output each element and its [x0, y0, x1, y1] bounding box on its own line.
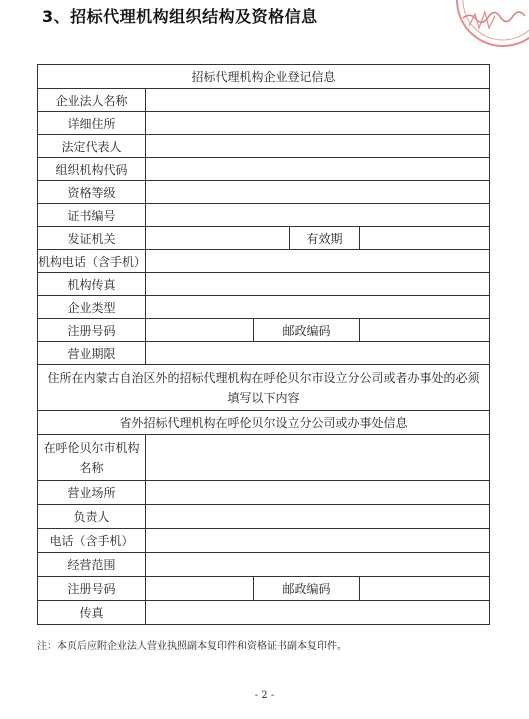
label-company-type: 企业类型 [38, 296, 146, 319]
label-branch-postal: 邮政编码 [254, 577, 360, 601]
field-phone[interactable] [146, 250, 490, 273]
label-phone: 机构电话（含手机） [38, 250, 146, 273]
field-address[interactable] [146, 112, 490, 135]
page-number: - 2 - [254, 690, 275, 701]
field-branch-name[interactable] [146, 435, 490, 481]
label-branch-phone: 电话（含手机） [38, 529, 146, 553]
field-qualification[interactable] [146, 181, 490, 204]
label-postal: 邮政编码 [254, 319, 360, 342]
label-branch-name [38, 435, 146, 481]
field-company-type[interactable] [146, 296, 490, 319]
label-qualification: 资格等级 [38, 181, 146, 204]
label-valid-period: 有效期 [290, 227, 360, 250]
label-legal-name: 企业法人名称 [38, 89, 146, 112]
label-reg-no: 注册号码 [38, 319, 146, 342]
footnote: 注：本页后应附企业法人营业执照副本复印件和资格证书副本复印件。 [37, 641, 347, 652]
field-cert-no[interactable] [146, 204, 490, 227]
field-branch-phone[interactable] [146, 529, 490, 553]
label-scope: 经营范围 [38, 553, 146, 577]
label-manager: 负责人 [38, 505, 146, 529]
field-reg-no[interactable] [146, 319, 254, 342]
field-issuer[interactable] [146, 227, 290, 250]
field-legal-rep[interactable] [146, 135, 490, 158]
label-branch-name-line2: 名称 [79, 460, 104, 475]
branch-notice-line1: 住所在内蒙古自治区外的招标代理机构在呼伦贝尔市设立分公司或者办事处的必须 [47, 370, 480, 385]
field-valid-period[interactable] [360, 227, 490, 250]
label-premises: 营业场所 [38, 481, 146, 505]
official-seal-stamp [449, 0, 529, 50]
label-business-term: 营业期限 [38, 342, 146, 365]
field-scope[interactable] [146, 553, 490, 577]
label-issuer: 发证机关 [38, 227, 146, 250]
label-branch-name-line1: 在呼伦贝尔市机构 [43, 440, 140, 455]
field-branch-fax[interactable] [146, 601, 490, 625]
label-org-code: 组织机构代码 [38, 158, 146, 181]
field-org-code[interactable] [146, 158, 490, 181]
field-branch-reg-no[interactable] [146, 577, 254, 601]
label-branch-fax: 传真 [38, 601, 146, 625]
label-fax: 机构传真 [38, 273, 146, 296]
branch-notice-line2: 填写以下内容 [227, 390, 300, 405]
label-address: 详细住所 [38, 112, 146, 135]
section1-title: 招标代理机构企业登记信息 [38, 65, 490, 89]
section2-title: 省外招标代理机构在呼伦贝尔设立分公司或办事处信息 [38, 411, 490, 435]
label-legal-rep: 法定代表人 [38, 135, 146, 158]
field-branch-postal[interactable] [360, 577, 490, 601]
field-manager[interactable] [146, 505, 490, 529]
field-business-term[interactable] [146, 342, 490, 365]
label-branch-reg-no: 注册号码 [38, 577, 146, 601]
label-cert-no: 证书编号 [38, 204, 146, 227]
agency-info-form [37, 64, 490, 625]
page-heading: 3、招标代理机构组织结构及资格信息 [42, 7, 318, 26]
field-legal-name[interactable] [146, 89, 490, 112]
field-premises[interactable] [146, 481, 490, 505]
branch-notice [38, 365, 490, 411]
field-fax[interactable] [146, 273, 490, 296]
field-postal[interactable] [360, 319, 490, 342]
